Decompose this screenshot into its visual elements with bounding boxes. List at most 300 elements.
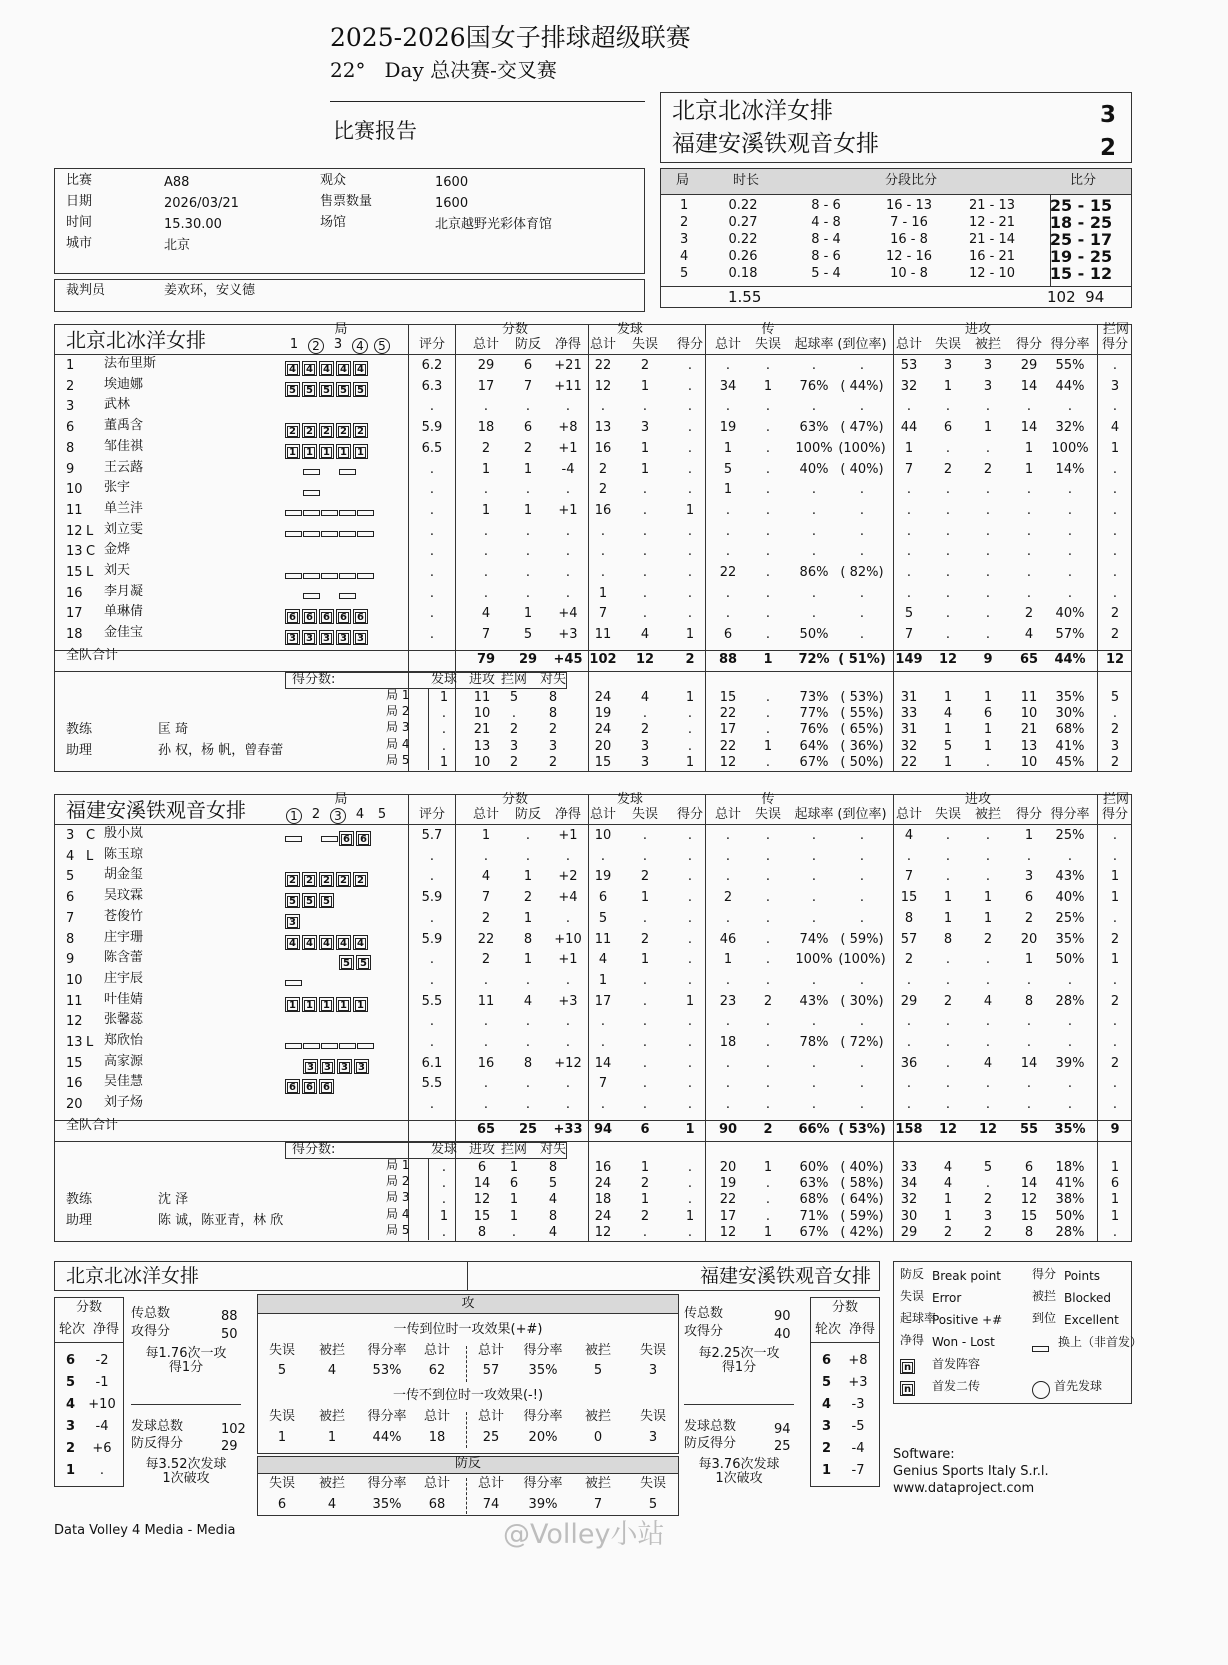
legend-value: 换上（非首发） [1058,1335,1143,1349]
points-cell: . [441,1192,447,1208]
start-position: 5 [302,893,317,908]
stat-cell: . [906,523,912,539]
set-number-header: 5 [377,807,387,822]
stat-cell: . [765,952,771,968]
attack-neg-cell: 44% [372,1430,402,1445]
set-stat-cell: 17 [719,1208,737,1224]
set-score: 19 - 25 [1049,247,1113,266]
stat-cell: . [642,910,648,926]
points-cell: 3 [548,738,558,754]
start-position: 1 [336,444,351,459]
player-number: 13 [66,1035,83,1050]
stat-cell: . [765,440,771,456]
stat-cell: 6 [723,627,733,643]
set-duration: 0.26 [728,249,758,264]
stat-cell: 32% [1055,420,1085,436]
group-attack: 进攻 [964,322,991,337]
stat-cell: . [906,1035,912,1050]
legend-key: 得分 [1032,1267,1057,1281]
player-number: 15 [66,1055,83,1071]
stat-cell: 2 [1024,606,1034,622]
stat-cell: 5 [723,461,733,477]
set-stat-cell: 2 [1110,722,1120,738]
points-label: 得分数: [292,1141,336,1157]
stat-cell: . [642,399,648,415]
assistant-label: 助理 [66,1212,93,1228]
set-stat-cell: 32 [900,1192,918,1208]
player-name: 陈含蕾 [104,950,144,966]
rot-number: 5 [66,1375,76,1390]
player-rotation [285,462,375,482]
start-position: 4 [319,935,334,950]
stat-cell: . [525,523,531,539]
set-stat-cell: . [1112,706,1118,722]
stat-cell: . [687,890,693,906]
set-stat-cell: 1 [1110,1159,1120,1175]
set-duration: 0.27 [728,215,758,230]
stat-cell: (100%) [838,440,886,456]
player-name: 庄宇珊 [104,929,144,945]
stat-cell: . [765,482,771,498]
stat-cell: . [600,1097,606,1113]
stat-cell: . [859,848,865,864]
coach-name: 沈 泽 [158,1191,189,1207]
stat-cell: 2 [523,440,533,456]
group-pass: 传 [761,322,775,337]
stat-cell: . [1067,585,1073,601]
stat-cell: . [687,1097,693,1113]
points-cell: 8 [548,1208,558,1224]
stat-cell: . [945,972,951,988]
stat-cell: . [687,585,693,601]
stat-cell: . [687,440,693,456]
set-score: 25 - 17 [1049,230,1113,249]
stat-cell: . [811,910,817,926]
stat-cell: . [565,848,571,864]
referee-box [54,279,645,312]
player-name: 胡金玺 [104,867,144,883]
stat-cell: +2 [558,869,578,885]
sub-bar [285,531,302,537]
referee-names: 姜欢环，安义德 [164,283,256,298]
attack-col-header: 被拦 [318,1343,345,1358]
set-stat-cell: 67% [799,755,829,770]
stat-cell: . [985,1076,991,1092]
set-stat-cell: . [765,1176,771,1192]
attack-neg-cell: 25 [482,1430,500,1445]
set-stat-cell: ( 65%) [840,722,884,738]
stat-cell: . [945,565,951,580]
team-total-cell: 29 [518,651,538,667]
points-cell: 3 [509,738,519,754]
defense-col-header: 被拦 [318,1476,345,1491]
attack-col-header: 总计 [477,1343,504,1358]
set-score: 15 - 12 [1049,264,1113,283]
rot-number: 2 [822,1441,832,1456]
points-cell: 5 [509,689,519,705]
stat-cell: . [1026,565,1032,580]
set-stat-cell: 14 [1020,1176,1038,1192]
team-total-cell: ( 51%) [838,651,886,667]
stat-cell: . [565,565,571,580]
stat-cell: . [600,848,606,864]
stat-cell: . [483,585,489,601]
stat-cell: 3 [983,378,993,394]
left-pass-total: 88 [221,1309,238,1324]
stat-cell: 1 [1110,890,1120,906]
points-cell: 2 [548,722,558,738]
sub-bar [285,573,302,579]
set-stat-cell: 18% [1055,1159,1085,1175]
set-stat-cell: 10 [1020,755,1038,770]
set-duration: 0.18 [728,266,758,281]
player-rotation [285,606,370,625]
set-stat-cell: 18 [594,1192,612,1208]
team-total-cell: 72% [798,651,830,667]
set-row-label: 局 2 [386,1174,410,1189]
coach-label: 教练 [66,1191,93,1207]
footer-text: Data Volley 4 Media - Media [54,1523,236,1538]
start-position: 3 [320,1059,335,1074]
left-serve-note: 每3.52次发球 [145,1457,227,1472]
player-role: L [86,565,94,580]
set-stat-cell: 22 [719,706,737,722]
group-serve: 发球 [616,322,643,337]
stat-cell: . [565,1076,571,1092]
set-stat-cell: 30 [900,1208,918,1224]
stat-cell: . [906,399,912,415]
start-position: 5 [285,382,300,397]
stat-cell: 2 [481,910,491,926]
set-partial-21: 12 - 10 [968,266,1016,281]
set-stat-cell: 15 [1020,1208,1038,1224]
sub-bar [303,469,320,475]
stat-cell: 17 [477,378,495,394]
stat-cell: . [687,1014,693,1030]
stat-cell: 4 [598,952,608,968]
set-partial-8: 5 - 4 [811,266,841,281]
attack-pos-cell: 57 [482,1363,500,1378]
match-info-box [54,168,645,274]
set-stat-cell: ( 36%) [840,738,884,754]
stat-cell: ( 47%) [840,420,884,436]
set-row-label: 局 3 [386,720,410,735]
sub-bar [303,531,320,537]
stat-cell: . [811,585,817,601]
stat-cell: . [525,482,531,498]
stat-cell: 2 [763,993,773,1009]
start-position: 2 [353,872,368,887]
stat-cell: 1 [523,606,533,622]
set-number-header: 1 [289,337,299,352]
set-stat-cell: 1 [1110,1192,1120,1208]
set-stat-cell: 20 [719,1159,737,1175]
stat-cell: 1 [685,627,695,643]
stat-cell: 100% [795,952,833,968]
stat-cell: +3 [558,627,578,643]
stat-cell: . [429,627,435,643]
stat-cell: 2 [640,869,650,885]
stat-cell: . [945,1076,951,1092]
sub-bar [321,531,338,537]
set-stat-cell: 22 [719,738,737,754]
set-stat-cell: 24 [594,722,612,738]
total-duration: 1.55 [728,288,762,306]
stat-cell: . [811,869,817,885]
set-stat-cell: 1 [685,689,695,705]
start-position: 1 [353,444,368,459]
sub-bar [357,510,374,516]
stat-cell: 43% [799,993,829,1009]
set-stat-cell: 12 [1020,1192,1038,1208]
stat-cell: 7 [481,627,491,643]
stat-cell: . [1112,358,1118,373]
points-cell: 1 [439,689,449,705]
group-serve: 发球 [616,792,643,807]
stat-cell: . [687,399,693,415]
stat-cell: 3 [1110,378,1120,394]
rot-number: 3 [822,1419,832,1434]
stat-cell: . [811,848,817,864]
stat-cell: 1 [685,993,695,1009]
attack-neg-cell: 0 [593,1430,603,1445]
player-rotation [285,399,375,419]
info-label: 时间 [66,215,93,230]
set-stat-cell: . [642,1225,648,1240]
set-stat-cell: 16 [594,1159,612,1175]
player-rotation [285,1097,375,1117]
attack-neg-cell: 3 [648,1430,658,1445]
set-stat-cell: 71% [799,1208,829,1224]
set-stat-cell: 4 [640,689,650,705]
stat-cell: . [725,848,731,864]
team-total-cell: 1 [685,1121,695,1137]
set-number-circled: 2 [308,335,324,354]
sub-bar [339,573,356,579]
stat-cell: . [811,828,817,843]
stat-cell: . [725,399,731,415]
software-line: Genius Sports Italy S.r.l. [893,1464,1049,1479]
stat-cell: 100% [795,440,833,456]
sub-bar [339,1043,356,1049]
stat-cell: . [985,869,991,885]
stat-cell: . [859,972,865,988]
player-rotation [285,1014,375,1034]
set-stat-cell: 60% [799,1159,829,1175]
set-stat-cell: 1 [640,1192,650,1208]
set-number: 2 [680,215,689,230]
stat-cell: 100% [1051,440,1089,456]
group-score: 分数 [501,322,528,337]
player-name: 单兰沣 [104,500,144,516]
stat-cell: 1 [640,952,650,968]
points-cell: 10 [473,755,491,770]
col-header-apct: 得分率 [1050,337,1090,352]
sub-bar [303,1043,320,1049]
stat-cell: 8 [904,910,914,926]
stat-cell: . [985,502,991,518]
bottom-away-name: 福建安溪铁观音女排 [700,1265,872,1287]
sub-bar [357,531,374,537]
col-header-serr: 失误 [631,807,658,822]
legend-value: 首发二传 [932,1379,981,1393]
stat-cell: 2 [1110,627,1120,643]
stat-cell: 4 [640,627,650,643]
start-position: 1 [302,444,317,459]
bottom-team-divider [467,1261,468,1291]
stat-cell: -4 [561,461,575,477]
set-stat-cell: 31 [900,689,918,705]
set-stat-cell: 77% [799,706,829,722]
stat-cell: 2 [983,461,993,477]
stat-cell: 34 [719,378,737,394]
attack-col-header: 得分率 [523,1409,563,1424]
stat-cell: . [859,358,865,373]
team-total-label: 全队合计 [66,647,119,663]
col-header-tot: 总计 [589,337,616,352]
stat-cell: 15 [900,890,918,906]
stat-cell: . [1067,1097,1073,1113]
stat-cell: . [642,523,648,539]
stat-cell: 29 [1020,358,1038,373]
stat-cell: 50% [799,627,829,643]
stat-cell: . [1067,502,1073,518]
stat-cell: . [985,399,991,415]
stat-cell: . [765,358,771,373]
stat-cell: 1 [983,420,993,436]
info-label: 城市 [66,236,93,251]
stat-cell: 1 [640,440,650,456]
stat-cell: . [725,1014,731,1030]
sub-bar [357,573,374,579]
set-partial-16: 16 - 13 [885,198,933,213]
set-partial-21: 21 - 13 [968,198,1016,213]
points-cell: . [441,1159,447,1175]
stat-cell: . [687,378,693,394]
stat-cell: 6 [943,420,953,436]
col-header-tot: 总计 [589,807,616,822]
team-total-cell: 1 [763,651,773,667]
stat-cell: +4 [558,890,578,906]
stat-cell: 23 [719,993,737,1009]
player-name: 陈玉琼 [104,846,144,862]
stat-cell: . [642,1035,648,1050]
info-label: 观众 [320,173,347,188]
stat-cell: . [525,1097,531,1113]
player-number: 1 [66,358,75,373]
set-stat-cell: 1 [763,1225,773,1240]
stat-cell: . [642,482,648,498]
stat-cell: . [945,1055,951,1071]
player-rotation [285,441,370,460]
set-score: 25 - 15 [1049,196,1113,215]
stat-cell: . [811,358,817,373]
player-name: 刘子炀 [104,1095,144,1111]
start-position: 2 [319,872,334,887]
defense-cell: 6 [277,1497,287,1512]
attack-pos-cell: 4 [327,1363,337,1378]
stat-cell: 57% [1055,627,1085,643]
stat-cell: . [687,1055,693,1071]
player-number: 16 [66,1076,83,1092]
stat-cell: . [811,1076,817,1092]
stat-cell: 1 [904,440,914,456]
stat-cell: 55% [1055,358,1085,373]
stat-cell: 36 [900,1055,918,1071]
stat-cell: . [859,1014,865,1030]
col-header-ablk: 被拦 [974,807,1001,822]
col-header-tot: 总计 [472,337,499,352]
stat-cell: 1 [523,461,533,477]
assistant-names: 孙 权，杨 帆，曾春蕾 [158,742,284,758]
stat-cell: . [945,952,951,968]
stat-cell: 50% [1055,952,1085,968]
stat-cell: . [687,1076,693,1092]
stat-cell: 78% [799,1035,829,1050]
set-stat-cell: 1 [640,1159,650,1175]
info-label: 场馆 [320,215,347,230]
stat-cell: 1 [1024,828,1034,843]
legend-value: Points [1064,1269,1101,1283]
stat-cell: . [985,952,991,968]
stat-cell: 2 [1024,910,1034,926]
group-score: 分数 [501,792,528,807]
attack-title: 攻 [461,1296,475,1311]
stat-cell: 46 [719,931,737,947]
stat-cell: 7 [904,869,914,885]
left-pass-label: 传总数 [131,1306,171,1321]
sub-bar [285,510,302,516]
rot-net: +3 [848,1375,868,1390]
stat-cell: . [429,606,435,622]
stat-cell: . [1112,1035,1118,1050]
start-position: 2 [302,872,317,887]
player-rotation [285,544,375,564]
sub-bar [285,836,302,842]
points-cell: 1 [509,1192,519,1208]
stat-cell: . [687,358,693,373]
set-stat-cell: . [765,722,771,738]
stat-cell: . [600,523,606,539]
info-value: 15.30.00 [164,217,222,232]
stat-cell: . [906,544,912,560]
start-position: 2 [336,872,351,887]
stat-cell: . [1067,1035,1073,1050]
stat-cell: . [811,502,817,518]
points-cell: 2 [509,755,519,770]
player-name: 刘天 [104,563,131,578]
right-att-pts: 40 [774,1327,791,1342]
stat-cell: . [565,399,571,415]
stat-cell: . [1112,1076,1118,1092]
stat-cell: 20 [1020,931,1038,947]
stat-cell: . [945,848,951,864]
stat-cell: 39% [1055,1055,1085,1071]
player-number: 11 [66,502,83,518]
stat-cell: 14 [1020,1055,1038,1071]
player-number: 20 [66,1097,83,1113]
home-sets-won: 3 [1100,102,1117,128]
start-position: 6 [336,609,351,624]
set-stat-cell: ( 64%) [840,1192,884,1208]
stat-cell: 53 [900,358,918,373]
set-stat-cell: 24 [594,1176,612,1192]
stat-cell: 4 [983,993,993,1009]
stat-cell: . [429,848,435,864]
set-partial-21: 12 - 21 [968,215,1016,230]
set-stat-cell: 50% [1055,1208,1085,1224]
stat-cell: . [525,972,531,988]
